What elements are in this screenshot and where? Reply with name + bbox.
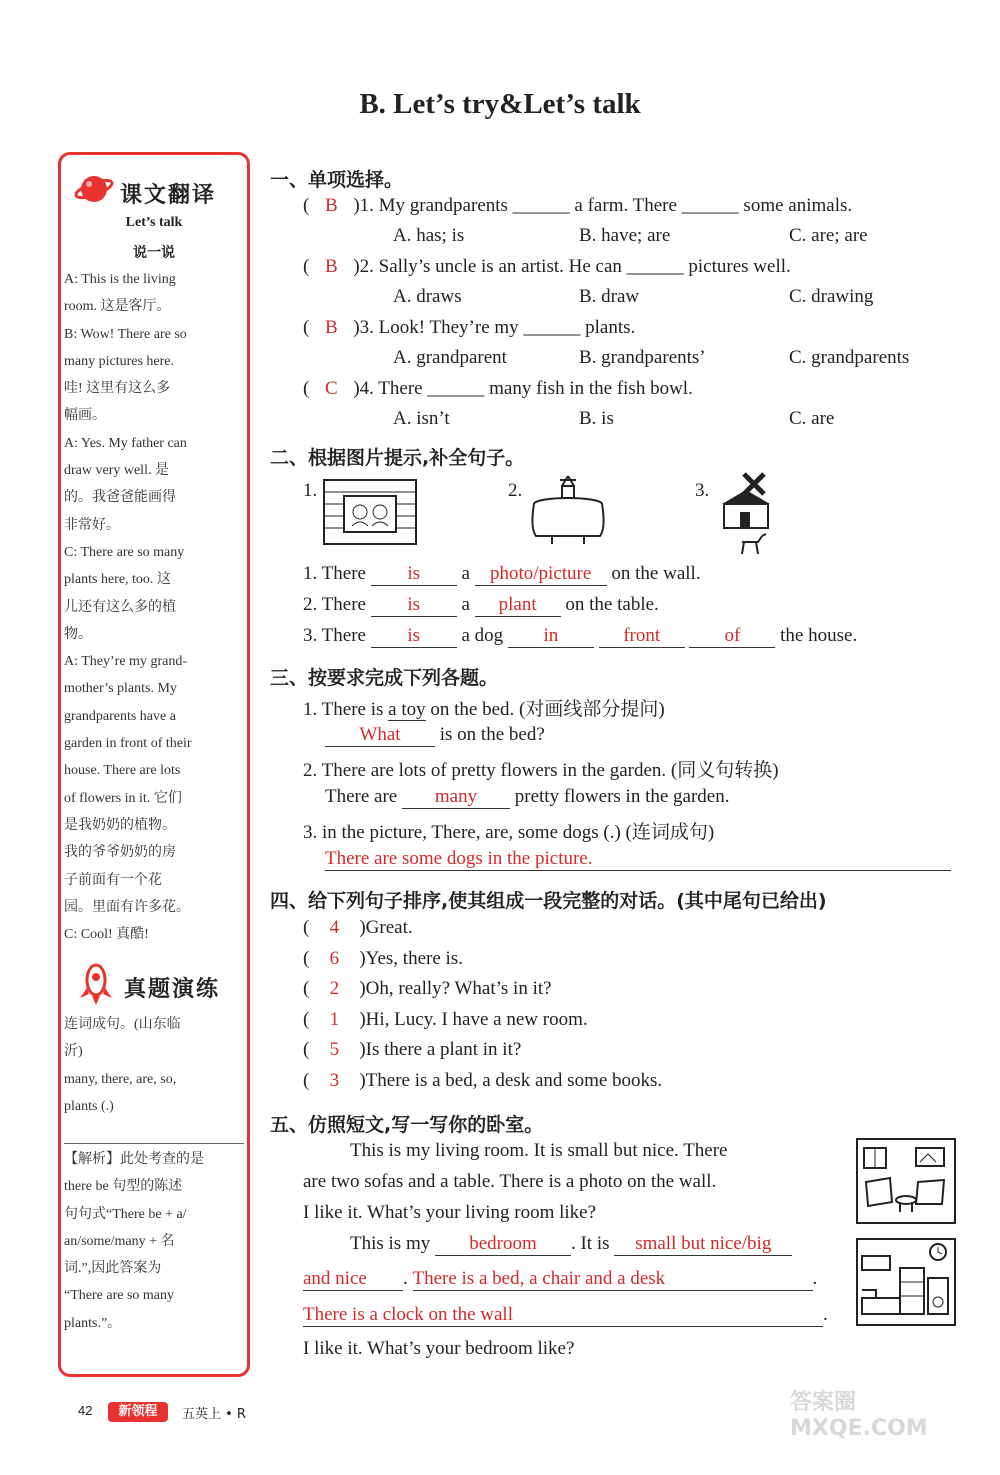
answer-blank[interactable]: There are some dogs in the picture. (325, 848, 951, 871)
paren-open: ( (303, 317, 310, 338)
answer-blank[interactable]: in (508, 625, 594, 648)
translation-line: 是我奶奶的植物。 (64, 817, 176, 833)
translation-line: plants here, too. 这 (64, 572, 171, 588)
translation-line: garden in front of their (64, 736, 192, 752)
mc-answer[interactable]: B (324, 256, 338, 277)
paren-open: ( (303, 1039, 310, 1061)
exam-line: 连词成句。(山东临 (64, 1017, 181, 1032)
analysis-line: “There are so many (64, 1288, 174, 1304)
analysis-line: an/some/many + 名 (64, 1233, 175, 1249)
watermark: 答案圈 MXQE.COM (790, 1390, 928, 1441)
analysis-line: plants.”。 (64, 1315, 122, 1331)
writing-line2: and nice . There is a bed, a chair and a desk . (303, 1268, 818, 1289)
translation-line: B: Wow! There are so (64, 326, 187, 342)
mc-option-b[interactable]: B. is (579, 408, 614, 429)
order-sentence: )Great. (359, 917, 413, 938)
order-sentence: )Yes, there is. (359, 947, 463, 969)
section2-heading: 二、根据图片提示,补全句子。 (270, 447, 525, 469)
bedroom-picture (856, 1238, 956, 1326)
answer-blank[interactable]: and nice (303, 1268, 403, 1291)
order-item (303, 948, 463, 970)
order-number[interactable]: 2 (329, 978, 340, 1000)
mc-question-text: )3. Look! They’re my ______ plants. (353, 317, 636, 338)
mc-question (303, 378, 693, 400)
mc-option-a[interactable]: A. isn’t (393, 408, 450, 429)
mc-option-a[interactable]: A. has; is (393, 225, 465, 246)
model-text-line3: I like it. What’s your living room like? (303, 1202, 597, 1223)
planet-icon (74, 170, 114, 208)
order-sentence: )Oh, really? What’s in it? (359, 978, 552, 1000)
lets-talk-subheading-cn: 说一说 (133, 246, 175, 261)
mc-question-text: )4. There ______ many fish in the fish bowl. (353, 378, 693, 399)
paren-open: ( (303, 917, 310, 938)
section3-heading: 三、按要求完成下列各题。 (270, 667, 499, 689)
analysis-text (64, 1146, 244, 1337)
section1-heading: 一、单项选择。 (270, 169, 404, 191)
page-number: 42 (78, 1403, 93, 1418)
order-item (303, 917, 413, 939)
translation-line: C: Cool! 真酷! (64, 927, 149, 943)
mc-option-c[interactable]: C. grandparents (789, 347, 910, 368)
translation-line: A: They’re my grand- (64, 654, 187, 670)
translation-line: grandparents have a (64, 708, 176, 724)
sentence2-1: 1. There is a photo/picture on the wall. (303, 563, 701, 584)
book-label: 五英上 • R (182, 1407, 246, 1422)
translation-line: 儿还有这么多的植 (64, 599, 176, 615)
paren-open: ( (303, 378, 310, 399)
mc-answer[interactable]: B (324, 317, 338, 338)
divider (64, 1143, 244, 1144)
mc-option-c[interactable]: C. are; are (789, 225, 868, 246)
answer-blank[interactable]: many (402, 786, 510, 809)
order-item (303, 978, 552, 1000)
paren-open: ( (303, 1070, 310, 1091)
paren-open: ( (303, 978, 310, 1000)
translation-line: 物。 (64, 626, 92, 642)
answer-blank[interactable]: front (599, 625, 685, 648)
sec3-q3: 3. in the picture, There, are, some dogs (.) (连词成句) (303, 822, 715, 843)
table-plant-picture (526, 472, 610, 546)
mc-option-c[interactable]: C. are (789, 408, 835, 429)
translation-line: many pictures here. (64, 353, 175, 369)
mc-question (303, 317, 635, 339)
order-number[interactable]: 1 (329, 1008, 340, 1030)
translation-line: room. 这是客厅。 (64, 299, 171, 315)
mc-question-text: )1. My grandparents ______ a farm. There ______ some animals. (353, 195, 853, 216)
answer-blank[interactable]: of (689, 625, 775, 648)
mc-answer[interactable]: B (324, 195, 338, 216)
translation-line: of flowers in it. 它们 (64, 790, 182, 806)
analysis-line: 词.”,因此答案为 (64, 1261, 162, 1277)
mc-option-c[interactable]: C. drawing (789, 286, 874, 307)
paren-open: ( (303, 195, 310, 216)
answer-blank[interactable]: is (371, 625, 457, 648)
answer-blank[interactable]: There is a bed, a chair and a desk (413, 1268, 813, 1291)
translation-line: 幅画。 (64, 408, 106, 424)
mc-option-a[interactable]: A. grandparent (393, 347, 507, 368)
answer-blank[interactable]: There is a clock on the wall (303, 1304, 823, 1327)
sec3-a3 (325, 848, 951, 871)
paren-open: ( (303, 256, 310, 277)
translation-line: 哇! 这里有这么多 (64, 381, 171, 397)
section4-heading: 四、给下列句子排序,使其组成一段完整的对话。(其中尾句已给出) (270, 890, 827, 912)
answer-blank[interactable]: small but nice/big (614, 1233, 792, 1256)
page-title: B. Let’s try&Let’s talk (359, 88, 641, 120)
order-number[interactable]: 3 (329, 1070, 340, 1091)
answer-blank[interactable]: bedroom (435, 1233, 571, 1256)
mc-question (303, 256, 791, 278)
sec3-a1: What is on the bed? (325, 724, 545, 747)
wall-photo-picture (322, 478, 418, 546)
translation-line: C: There are so many (64, 544, 185, 560)
translation-line: A: This is the living (64, 272, 176, 287)
order-number[interactable]: 6 (329, 947, 340, 969)
mc-option-b[interactable]: B. have; are (579, 225, 671, 246)
sentence2-2: 2. There is a plant on the table. (303, 594, 659, 615)
pic-number-2: 2. (508, 480, 523, 501)
pic-number-1: 1. (303, 480, 318, 501)
analysis-line: 【解析】此处考查的是 (64, 1152, 204, 1167)
translation-line: 我的爷爷奶奶的房 (64, 845, 176, 861)
paren-open: ( (303, 947, 310, 969)
translation-line: draw very well. 是 (64, 463, 169, 479)
order-item (303, 1039, 521, 1061)
brand-logo: 新领程 (108, 1402, 168, 1422)
order-number[interactable]: 5 (329, 1039, 340, 1061)
answer-blank[interactable]: plant (475, 594, 561, 617)
translation-heading: 课文翻译 (120, 183, 217, 208)
translation-line: house. There are lots (64, 763, 181, 779)
sec3-q1: 1. There is a toy on the bed. (对画线部分提问) (303, 699, 665, 720)
order-sentence: )There is a bed, a desk and some books. (359, 1070, 663, 1091)
exam-line: plants (.) (64, 1098, 114, 1114)
analysis-line: 句句式“There be + a/ (64, 1206, 187, 1222)
section5-heading: 五、仿照短文,写一写你的卧室。 (270, 1114, 544, 1136)
order-sentence: )Hi, Lucy. I have a new room. (359, 1008, 588, 1030)
mc-option-a[interactable]: A. draws (393, 286, 462, 307)
order-number[interactable]: 4 (329, 917, 340, 938)
exam-line: 沂) (64, 1044, 83, 1060)
translation-text (64, 266, 244, 948)
writing-line3: There is a clock on the wall . (303, 1304, 828, 1325)
pic-number-3: 3. (695, 480, 710, 501)
order-item (303, 1070, 662, 1092)
writing-line1: This is my bedroom . It is small but nice/big (350, 1233, 792, 1256)
mc-question (303, 195, 852, 217)
mc-question-text: )2. Sally’s uncle is an artist. He can ______ pictures well. (353, 256, 791, 277)
house-dog-picture (714, 470, 778, 556)
living-room-picture (856, 1138, 956, 1224)
mc-option-b[interactable]: B. draw (579, 286, 640, 307)
model-text-line2: are two sofas and a table. There is a photo on the wall. (303, 1171, 717, 1192)
sec3-a2: There are many pretty flowers in the garden. (325, 786, 730, 807)
answer-blank[interactable]: photo/picture (475, 563, 607, 586)
translation-line: 子前面有一个花 (64, 872, 162, 888)
writing-line4: I like it. What’s your bedroom like? (303, 1338, 575, 1359)
lets-talk-subheading: Let’s talk (125, 215, 183, 230)
exam-line: many, there, are, so, (64, 1071, 177, 1087)
order-item (303, 1009, 588, 1031)
answer-blank[interactable]: is (371, 563, 457, 586)
translation-line: 非常好。 (64, 517, 120, 533)
model-text-line1: This is my living room. It is small but nice. There (350, 1140, 728, 1161)
analysis-line: there be 句型的陈述 (64, 1179, 183, 1195)
translation-line: mother’s plants. My (64, 681, 177, 697)
translation-line: A: Yes. My father can (64, 435, 187, 451)
answer-blank[interactable]: is (371, 594, 457, 617)
exam-practice-heading: 真题演练 (124, 977, 221, 1002)
answer-blank[interactable]: What (325, 724, 435, 747)
sentence2-3: 3. There is a dog in front of the house. (303, 625, 858, 646)
translation-line: 园。里面有许多花。 (64, 899, 190, 915)
sec3-q2: 2. There are lots of pretty flowers in the garden. (同义句转换) (303, 760, 779, 781)
translation-line: 的。我爸爸能画得 (64, 490, 176, 506)
mc-option-b[interactable]: B. grandparents’ (579, 347, 706, 368)
rocket-icon (76, 962, 116, 1006)
exam-question (64, 1011, 244, 1120)
mc-answer[interactable]: C (324, 378, 338, 399)
order-sentence: )Is there a plant in it? (359, 1039, 522, 1061)
paren-open: ( (303, 1008, 310, 1030)
